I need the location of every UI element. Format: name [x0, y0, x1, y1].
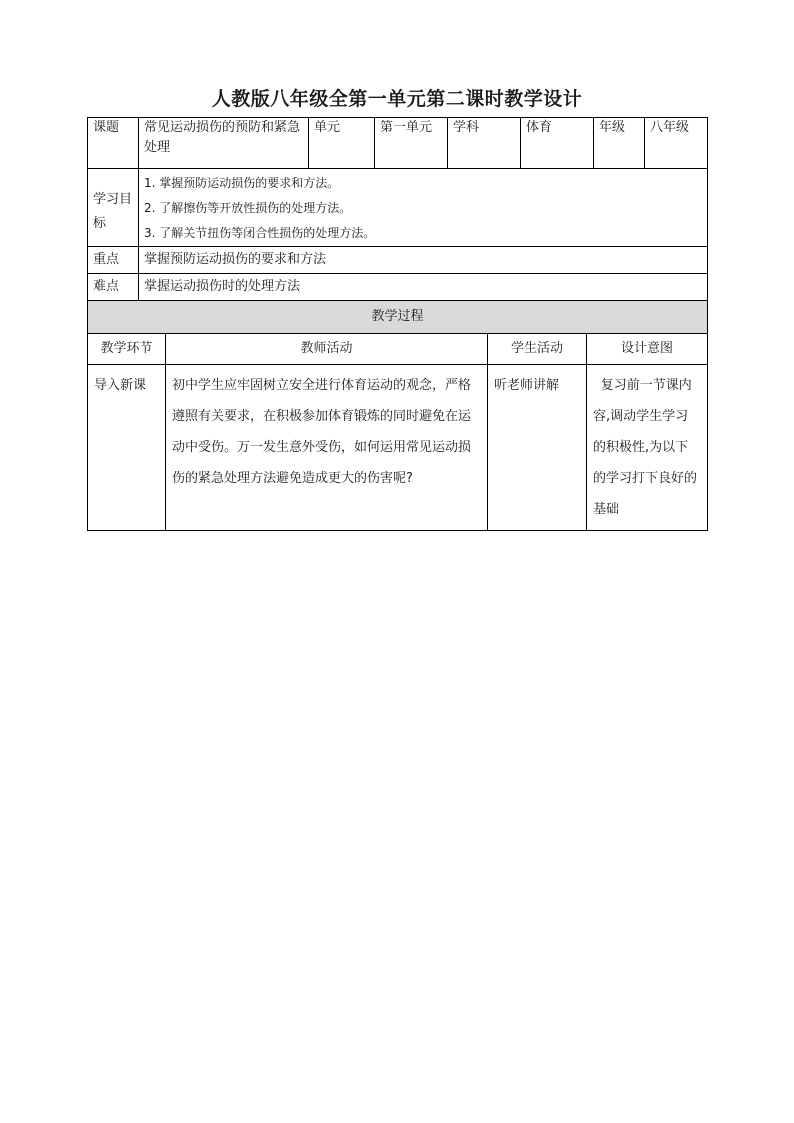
teacher-activity-cell: 初中学生应牢固树立安全进行体育运动的观念，严格遵照有关要求，在积极参加体育锻炼的同时避免在运动中受伤。万一发生意外受伤，如何运用常见运动损伤的紧急处理方法避免造成更大的伤害呢? — [166, 365, 488, 531]
goals-cell — [139, 169, 708, 247]
difficulty-label: 难点 — [88, 274, 139, 301]
column-header: 教师活动 — [166, 334, 488, 365]
key-value: 掌握预防运动损伤的要求和方法 — [139, 247, 708, 274]
design-intent-cell: 复习前一节课内容,调动学生学习的积极性,为以下的学习打下良好的基础 — [587, 365, 708, 531]
topic-label: 课题 — [88, 118, 139, 169]
difficulty-value: 掌握运动损伤时的处理方法 — [139, 274, 708, 301]
page-title: 人教版八年级全第一单元第二课时教学设计 — [211, 88, 583, 110]
grade-label: 年级 — [594, 118, 645, 169]
column-header: 教学环节 — [88, 334, 166, 365]
stage-cell: 导入新课 — [88, 365, 166, 531]
grade-value: 八年级 — [645, 118, 708, 169]
student-activity-cell: 听老师讲解 — [488, 365, 587, 531]
process-header: 教学过程 — [88, 301, 708, 334]
subject-value: 体育 — [521, 118, 594, 169]
table-row — [88, 365, 708, 531]
topic-value: 常见运动损伤的预防和紧急处理 — [139, 118, 309, 169]
goal-item: 3. 了解关节扭伤等闭合性损伤的处理方法。 — [144, 226, 376, 240]
key-label: 重点 — [88, 247, 139, 274]
goals-label: 学习目标 — [88, 169, 139, 247]
unit-label: 单元 — [309, 118, 375, 169]
lesson-info-table — [87, 117, 708, 301]
teaching-process-table — [87, 300, 708, 531]
column-header: 学生活动 — [488, 334, 587, 365]
unit-value: 第一单元 — [375, 118, 448, 169]
goal-item: 1. 掌握预防运动损伤的要求和方法。 — [144, 176, 340, 190]
goal-item: 2. 了解擦伤等开放性损伤的处理方法。 — [144, 201, 352, 215]
column-header: 设计意图 — [587, 334, 708, 365]
subject-label: 学科 — [448, 118, 521, 169]
